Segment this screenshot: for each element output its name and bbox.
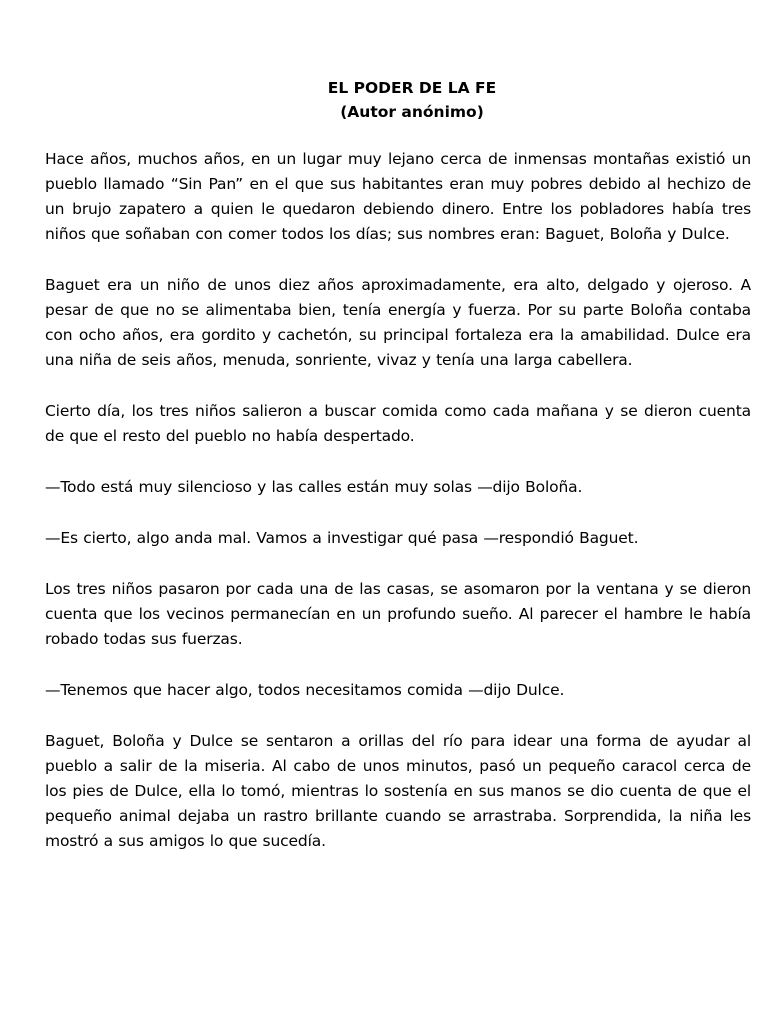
document-title: EL PODER DE LA FE — [327, 79, 497, 97]
paragraph-intro: Hace años, muchos años, en un lugar muy lejano cerca de inmensas montañas existió un pueblo llamado “Sin Pan” en el que sus habitantes eran muy pobres debido al hechizo de un brujo zapatero a quien le quedaron debiendo dinero. Entre los pobladores había tres niños que soñaban con comer todos los días; sus nombres eran: Baguet, Boloña y Dulce. — [45, 150, 751, 243]
document-page — [45, 76, 751, 880]
paragraph-morning: Cierto día, los tres niños salieron a buscar comida como cada mañana y se dieron cuenta de que el resto del pueblo no había despertado. — [45, 402, 751, 445]
document-subtitle: (Autor anónimo) — [340, 103, 484, 121]
paragraph-characters: Baguet era un niño de unos diez años aproximadamente, era alto, delgado y ojeroso. A pesar de que no se alimentaba bien, tenía energía y fuerza. Por su parte Boloña contaba con ocho años, era gordito y cachetón, su principal fortaleza era la amabilidad. Dulce era una niña de seis años, menuda, sonriente, vivaz y tenía una larga cabellera. — [45, 276, 751, 369]
paragraph-houses: Los tres niños pasaron por cada una de las casas, se asomaron por la ventana y se dieron cuenta que los vecinos permanecían en un profundo sueño. Al parecer el hambre le había robado todas sus fuerzas. — [45, 580, 751, 648]
dialog-baguet: —Es cierto, algo anda mal. Vamos a investigar qué pasa —respondió Baguet. — [45, 529, 639, 547]
paragraph-river: Baguet, Boloña y Dulce se sentaron a orillas del río para idear una forma de ayudar al pueblo a salir de la miseria. Al cabo de unos minutos, pasó un pequeño caracol cerca de los pies de Dulce, ella lo tomó, mientras lo sostenía en sus manos se dio cuenta de que el pequeño animal dejaba un rastro brillante cuando se arrastraba. Sorprendida, la niña les mostró a sus amigos lo que sucedía. — [45, 732, 751, 850]
dialog-dulce: —Tenemos que hacer algo, todos necesitamos comida —dijo Dulce. — [45, 681, 565, 699]
dialog-bolona: —Todo está muy silencioso y las calles están muy solas —dijo Boloña. — [45, 478, 583, 496]
